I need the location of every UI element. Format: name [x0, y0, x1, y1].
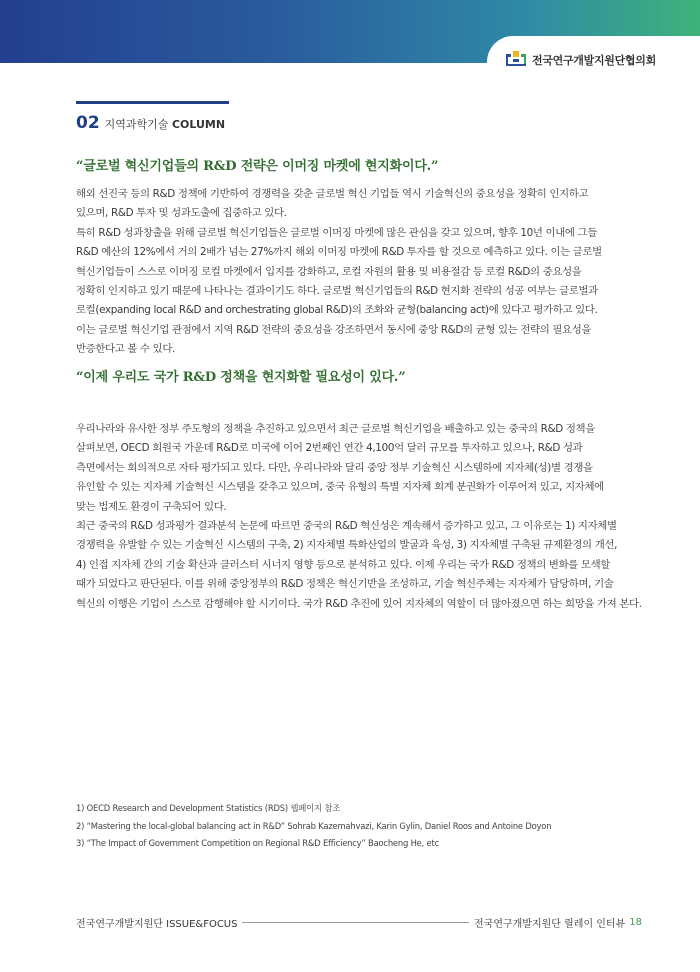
- org-logo: [487, 36, 700, 84]
- body-line: 정확히 인지하고 있기 때문에 나타나는 결과이기도 하다. 글로벌 혁신기업들의 R&D 현지화 전략의 성공 여부는 글로벌과: [76, 285, 598, 298]
- section-body: [76, 420, 671, 614]
- org-logo-icon: [505, 49, 527, 71]
- body-line: 4) 인접 지자체 간의 기술 확산과 클러스터 시너지 영향 등으로 분석하고 있다. 이제 우리는 국가 R&D 정책의 변화를 모색할: [76, 558, 610, 571]
- footnote: 1) OECD Research and Development Statistics (RDS) 웹페이지 참조: [76, 803, 341, 813]
- column-number: 02: [76, 113, 100, 133]
- page-number: 18: [629, 916, 642, 928]
- body-line: 특히 R&D 성과창출을 위해 글로벌 혁신기업들은 글로벌 이머징 마켓에 많은 관심을 갖고 있으며, 향후 10년 이내에 그들: [76, 226, 597, 239]
- body-line: 유인할 수 있는 지자체 기술혁신 시스템을 갖추고 있으며, 중국 유형의 특별 지자체 회계 분권화가 이루어져 있고, 지자체에: [76, 481, 604, 494]
- org-name: 전국연구개발지원단협의회: [532, 54, 656, 67]
- footer-divider: [242, 922, 469, 923]
- body-line: 혁신의 이행은 기업이 스스로 감행해야 할 시기이다. 국가 R&D 추진에 있어 지자체의 역할이 더 많아졌으면 하는 희망을 가져 본다.: [76, 597, 642, 610]
- body-line: 맞는 법제도 환경이 구축되어 있다.: [76, 500, 227, 513]
- footer-left-title: 전국연구개발지원단 ISSUE&FOCUS: [76, 918, 238, 930]
- page-footer: [76, 914, 642, 930]
- footer-right-title: 전국연구개발지원단 릴레이 인터뷰: [474, 918, 626, 930]
- column-label: [105, 116, 225, 132]
- column-rule: [76, 101, 229, 104]
- body-line: 최근 중국의 R&D 성과평가 결과분석 논문에 따르면 중국의 R&D 혁신성은 계속해서 증가하고 있고, 그 이유로는 1) 지자체별: [76, 520, 617, 533]
- body-line: 우리나라와 유사한 정부 주도형의 정책을 추진하고 있으면서 최근 글로벌 혁신기업을 배출하고 있는 중국의 R&D 정책을: [76, 423, 595, 435]
- column-tag: [76, 101, 229, 133]
- body-line: 해외 선진국 등의 R&D 정책에 기반하여 경쟁력을 갖춘 글로벌 혁신 기업들 역시 기술혁신의 중요성을 정확히 인지하고: [76, 188, 589, 200]
- section-body: [76, 185, 671, 360]
- section-heading: “이제 우리도 국가 R&D 정책을 현지화할 필요성이 있다.”: [76, 370, 406, 385]
- body-line: 혁신기업들이 스스로 이머징 로컬 마켓에서 입지를 강화하고, 로컬 자원의 활용 및 비용절감 등 로컬 R&D의 중요성을: [76, 265, 582, 278]
- body-line: R&D 예산의 12%에서 거의 2배가 넘는 27%까지 해외 이머징 마켓에 R&D 투자를 할 것으로 예측하고 있다. 이는 글로벌: [76, 246, 602, 259]
- section-heading: “글로벌 혁신기업들의 R&D 전략은 이머징 마켓에 현지화이다.”: [76, 159, 439, 174]
- body-line: 경쟁력을 유발할 수 있는 기술혁신 시스템의 구축, 2) 지자체별 특화산업의 발굴과 육성, 3) 지자체별 구축된 규제환경의 개선,: [76, 539, 618, 552]
- body-line: 측면에서는 회의적으로 자타 평가되고 있다. 다만, 우리나라와 달리 중앙 정부 기술혁신 시스템하에 지자체(성)별 경쟁을: [76, 461, 593, 474]
- column-label-text: 지역과학기술: [104, 118, 169, 131]
- footnote: 2) “Mastering the local-global balancing act in R&D” Sohrab Kazemahvazi, Karin Gylin, Daniel Roos and Antoine Doyon: [76, 820, 552, 831]
- body-line: 때가 되었다고 판단된다. 이를 위해 중앙정부의 R&D 정책은 혁신기반을 조성하고, 기술 혁신주체는 지자체가 담당하며, 기술: [76, 578, 614, 591]
- footnotes: [76, 800, 671, 853]
- body-line: 살펴보면, OECD 회원국 가운데 R&D로 미국에 이어 2번째인 연간 4,100억 달러 규모를 투자하고 있으나, R&D 성과: [76, 442, 583, 455]
- column-label-bold: COLUMN: [171, 118, 226, 131]
- footnote: 3) “The Impact of Government Competition on Regional R&D Efficiency” Baocheng He, etc: [76, 838, 439, 848]
- body-line: 로컬(expanding local R&D and orchestrating global R&D)의 조화와 균형(balancing act)에 있다고 평가하고 있다.: [76, 304, 598, 317]
- body-line: 이는 글로벌 혁신기업 관점에서 지역 R&D 전략의 중요성을 강조하면서 동시에 중앙 R&D의 균형 있는 전략의 필요성을: [76, 323, 592, 336]
- body-line: 있으며, R&D 투자 및 성과도출에 집중하고 있다.: [76, 207, 287, 220]
- body-line: 반증한다고 볼 수 있다.: [76, 343, 175, 356]
